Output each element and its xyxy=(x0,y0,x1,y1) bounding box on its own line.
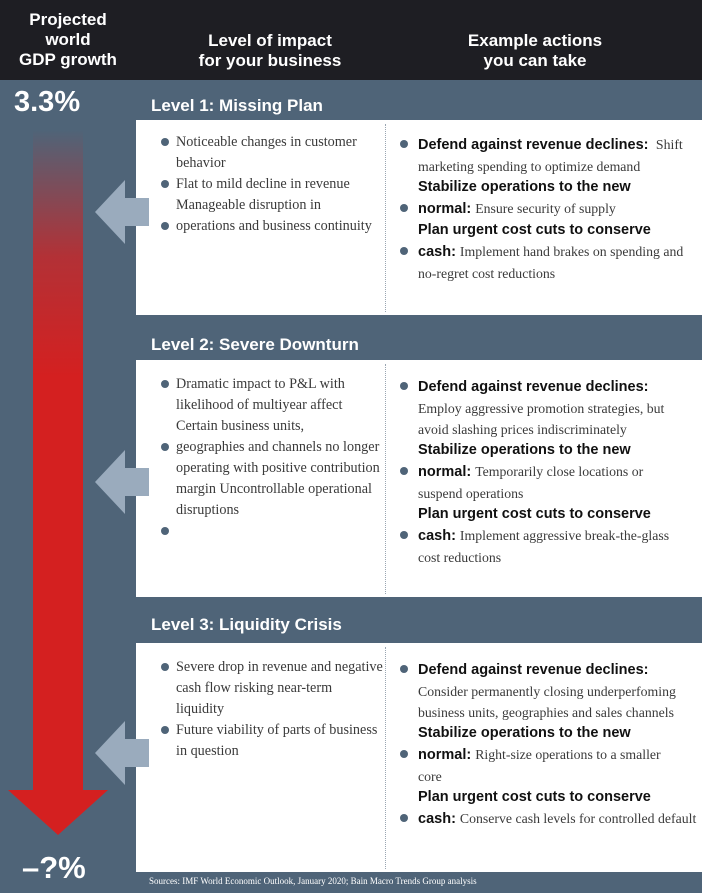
header-actions-line-1: Example actions xyxy=(467,31,603,50)
level-2-impact-list xyxy=(161,374,383,542)
action-heading: Defend against revenue declines xyxy=(418,662,644,678)
bullet-icon xyxy=(161,663,169,671)
bullet-icon xyxy=(400,750,408,758)
header-bar xyxy=(0,0,702,80)
gdp-top-value: 3.3% xyxy=(14,86,81,118)
level-2-title: Level 2: Severe Downturn xyxy=(151,335,359,354)
header-gdp-line-2: world xyxy=(45,30,91,49)
downward-red-arrow-icon xyxy=(8,130,108,835)
action-heading: Defend against revenue declines xyxy=(418,137,644,153)
action-item: Defend against revenue declines: Shift marketing spending to optimize demand xyxy=(400,134,700,177)
action-item: Defend against revenue declines: Consider permanently closing underperfoming business units, geographies and sales channels xyxy=(400,659,700,723)
bullet-icon xyxy=(161,726,169,734)
bullet-icon xyxy=(161,443,169,451)
bullet-icon xyxy=(400,247,408,255)
level-3-impact-list xyxy=(161,657,383,762)
left-arrow-icon xyxy=(95,721,149,785)
left-arrow-icon xyxy=(95,180,149,244)
header-level-of-impact xyxy=(160,31,380,71)
impact-text: geographies and channels no longer operating with positive contribution margin Uncontrollable operational disruptions xyxy=(176,439,380,518)
bullet-icon xyxy=(400,814,408,822)
bullet-icon xyxy=(400,531,408,539)
bullet-icon xyxy=(161,222,169,230)
action-item: Defend against revenue declines: Employ aggressive promotion strategies, but avoid slashing prices indiscriminately xyxy=(400,376,700,440)
list-item xyxy=(161,174,383,216)
impact-text: Flat to mild decline in revenue Manageable disruption in xyxy=(176,176,350,213)
header-gdp-line-1: Projected xyxy=(29,10,107,29)
list-item xyxy=(161,720,383,762)
level-3-actions xyxy=(400,659,700,830)
bullet-icon xyxy=(400,204,408,212)
action-item: Plan urgent cost cuts to conserve cash: Implement aggressive break-the-glass cost reductions xyxy=(400,504,700,568)
impact-text: Severe drop in revenue and negative cash flow risking near-term liquidity xyxy=(176,659,383,717)
action-text: Conserve cash levels for controlled default xyxy=(459,811,697,826)
action-item: Stabilize operations to the new normal: Temporarily close locations or suspend operations xyxy=(400,440,700,504)
impact-text: operations and business continuity xyxy=(176,218,372,234)
action-item: Stabilize operations to the new normal: Ensure security of supply xyxy=(400,177,700,220)
list-item xyxy=(161,132,383,174)
level-2-actions xyxy=(400,376,700,568)
impact-text: Future viability of parts of business in question xyxy=(176,722,378,759)
header-impact-line-1: Level of impact xyxy=(208,31,332,50)
level-1-impact-list xyxy=(161,132,383,237)
header-impact-line-2: for your business xyxy=(198,51,342,70)
action-text: Ensure security of supply xyxy=(475,201,616,216)
list-item xyxy=(161,657,383,720)
header-actions-line-2: you can take xyxy=(483,51,587,70)
level-2-divider xyxy=(385,364,386,594)
bullet-icon xyxy=(161,527,169,535)
action-item: Plan urgent cost cuts to conserve cash: Conserve cash levels for controlled default xyxy=(400,787,700,830)
action-heading: Defend against revenue declines xyxy=(418,379,644,395)
level-1-title: Level 1: Missing Plan xyxy=(151,96,323,115)
level-3-divider xyxy=(385,647,386,869)
list-item xyxy=(161,521,383,542)
bullet-icon xyxy=(400,140,408,148)
action-item: Plan urgent cost cuts to conserve cash: Implement hand brakes on spending and no-regret cost reductions xyxy=(400,220,700,284)
bullet-icon xyxy=(161,138,169,146)
header-gdp-growth xyxy=(0,10,136,70)
impact-text: Noticeable changes in customer behavior xyxy=(176,134,357,171)
header-example-actions xyxy=(395,31,675,71)
header-gdp-line-3: GDP growth xyxy=(19,50,117,69)
impact-text: Dramatic impact to P&L with likelihood of multiyear affect Certain business units, xyxy=(176,376,345,434)
level-1-divider xyxy=(385,124,386,312)
bullet-icon xyxy=(400,382,408,390)
bullet-icon xyxy=(161,180,169,188)
bullet-icon xyxy=(161,380,169,388)
list-item xyxy=(161,437,383,521)
list-item xyxy=(161,374,383,437)
gdp-bottom-value: –?% xyxy=(22,850,86,885)
bullet-icon xyxy=(400,665,408,673)
level-3-title: Level 3: Liquidity Crisis xyxy=(151,615,342,634)
bullet-icon xyxy=(400,467,408,475)
action-item: Stabilize operations to the new normal: Right-size operations to a smaller core xyxy=(400,723,700,787)
list-item xyxy=(161,216,383,237)
source-note: Sources: IMF World Economic Outlook, January 2020; Bain Macro Trends Group analysis xyxy=(149,876,477,886)
level-1-actions xyxy=(400,134,700,284)
left-arrow-icon xyxy=(95,450,149,514)
